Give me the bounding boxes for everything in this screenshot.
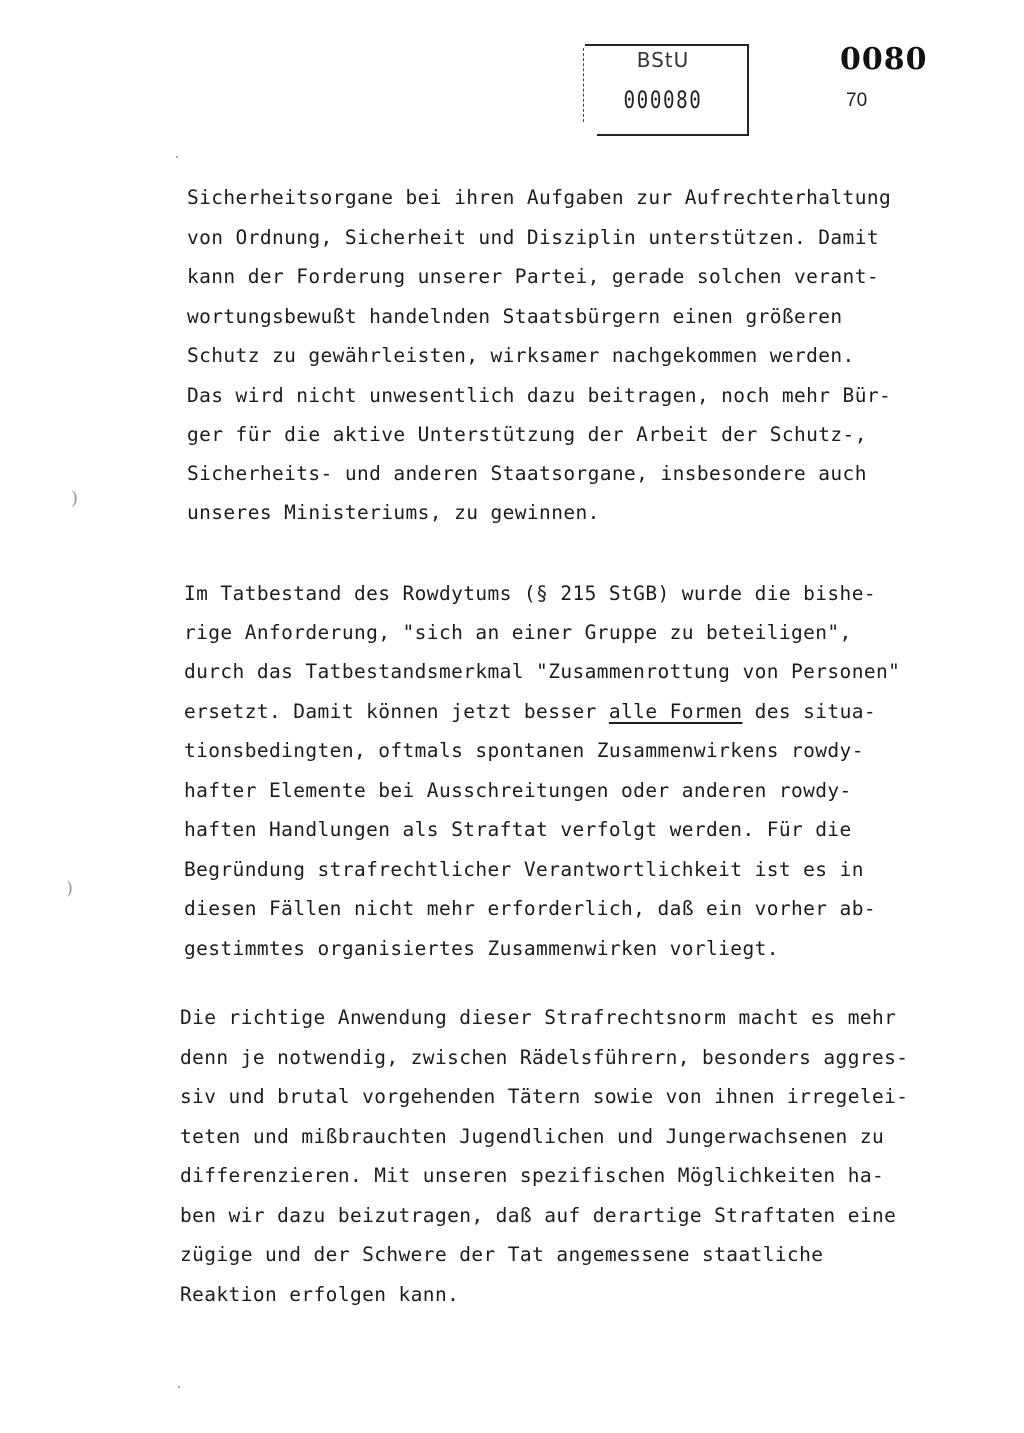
text-line: Begründung strafrechtlicher Verantwortlichkeit ist es in bbox=[184, 858, 864, 881]
stamp-border-top bbox=[585, 44, 749, 46]
text-line: zügige und der Schwere der Tat angemessene staatliche bbox=[180, 1243, 824, 1266]
archive-stamp bbox=[583, 44, 749, 136]
text-line: siv und brutal vorgehenden Tätern sowie von ihnen irregelei- bbox=[180, 1085, 909, 1108]
page-number: 70 bbox=[846, 90, 868, 111]
text-line: von Ordnung, Sicherheit und Disziplin unterstützen. Damit bbox=[187, 226, 879, 249]
text-line: haften Handlungen als Straftat verfolgt werden. Für die bbox=[184, 818, 852, 841]
text-line bbox=[184, 700, 876, 723]
scan-speck bbox=[178, 1386, 180, 1388]
stamp-number: 000080 bbox=[623, 86, 703, 114]
text-line: rige Anforderung, "sich an einer Gruppe zu beteiligen", bbox=[184, 621, 852, 644]
text-line: wortungsbewußt handelnden Staatsbürgern einen größeren bbox=[187, 305, 843, 328]
text-segment: ersetzt. Damit können jetzt besser bbox=[184, 700, 609, 723]
text-line: hafter Elemente bei Ausschreitungen oder anderen rowdy- bbox=[184, 779, 852, 802]
text-line: diesen Fällen nicht mehr erforderlich, daß ein vorher ab- bbox=[184, 897, 876, 920]
text-line: differenzieren. Mit unseren spezifischen Möglichkeiten ha- bbox=[180, 1164, 885, 1187]
text-line: Sicherheitsorgane bei ihren Aufgaben zur Aufrechterhaltung bbox=[187, 186, 892, 209]
text-line: kann der Forderung unserer Partei, gerade solchen verant- bbox=[187, 265, 879, 288]
margin-mark: ) bbox=[66, 878, 74, 899]
stamp-title: BStU bbox=[636, 48, 690, 72]
scan-speck bbox=[176, 156, 178, 158]
stamp-border-right bbox=[747, 44, 749, 136]
text-line: Sicherheits- und anderen Staatsorgane, insbesondere auch bbox=[187, 462, 867, 485]
text-line: gestimmtes organisiertes Zusammenwirken vorliegt. bbox=[184, 937, 779, 960]
text-line: tionsbedingten, oftmals spontanen Zusammenwirkens rowdy- bbox=[184, 739, 864, 762]
margin-mark: ) bbox=[71, 488, 79, 509]
text-line: ger für die aktive Unterstützung der Arbeit der Schutz-, bbox=[187, 423, 867, 446]
text-segment: des situa- bbox=[742, 700, 876, 723]
text-line: Im Tatbestand des Rowdytums (§ 215 StGB) wurde die bishe- bbox=[184, 582, 876, 605]
stamp-border-bottom bbox=[597, 134, 749, 136]
text-line: Schutz zu gewährleisten, wirksamer nachgekommen werden. bbox=[187, 344, 855, 367]
text-line: ben wir dazu beizutragen, daß auf derartige Straftaten eine bbox=[180, 1204, 897, 1227]
text-line: denn je notwendig, zwischen Rädelsführern, besonders aggres- bbox=[180, 1046, 909, 1069]
text-line: Das wird nicht unwesentlich dazu beitragen, noch mehr Bür- bbox=[187, 384, 892, 407]
text-line: Die richtige Anwendung dieser Strafrechtsnorm macht es mehr bbox=[180, 1006, 897, 1029]
text-line: Reaktion erfolgen kann. bbox=[180, 1283, 460, 1306]
text-line: teten und mißbrauchten Jugendlichen und Jungerwachsenen zu bbox=[180, 1125, 885, 1148]
underlined-phrase: alle Formen bbox=[608, 700, 743, 723]
text-line: durch das Tatbestandsmerkmal "Zusammenrottung von Personen" bbox=[184, 660, 901, 683]
text-line: unseres Ministeriums, zu gewinnen. bbox=[187, 501, 600, 524]
folio-number: 0080 bbox=[840, 42, 928, 77]
